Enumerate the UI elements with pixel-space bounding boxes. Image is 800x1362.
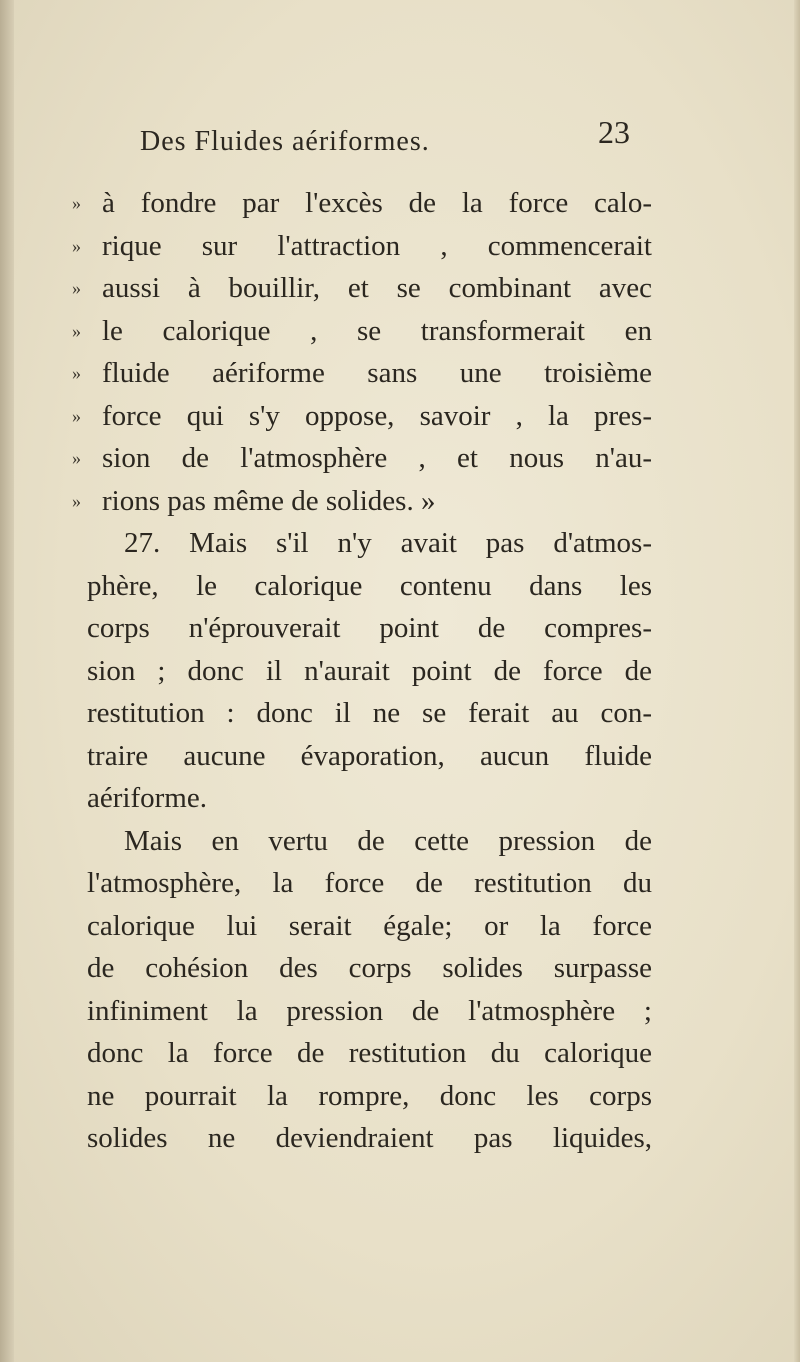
line-text: le calorique , se transformerait en (102, 314, 652, 347)
quote-mark: » (72, 278, 81, 298)
line-text: force qui s'y oppose, savoir , la pres- (102, 399, 652, 432)
text-line (72, 692, 652, 735)
line-text: phère, le calorique contenu dans les (87, 569, 652, 602)
line-text: Mais en vertu de cette pression de (124, 824, 652, 857)
line-text: infiniment la pression de l'atmosphère ; (87, 994, 652, 1027)
line-text: donc la force de restitution du calorique (87, 1037, 652, 1069)
text-line (72, 565, 652, 608)
text-line (72, 1032, 652, 1075)
text-line (72, 267, 652, 310)
quote-mark: » (72, 405, 81, 426)
quote-mark: » (72, 448, 81, 468)
quote-mark: » (72, 320, 81, 341)
line-text: rions pas même de solides. » (102, 484, 436, 517)
page-edge (794, 0, 800, 1362)
text-line (72, 182, 652, 225)
line-text: aussi à bouillir, et se combinant avec (102, 272, 652, 304)
line-text: sion de l'atmosphère , et nous n'au- (102, 442, 652, 474)
page-gutter (0, 0, 14, 1362)
text-line (72, 607, 652, 650)
text-line (72, 352, 652, 395)
text-line (72, 947, 652, 990)
page-header (140, 114, 640, 164)
text-line (72, 1117, 652, 1160)
text-line (72, 480, 652, 523)
line-text: rique sur l'attraction , commencerait (102, 229, 652, 262)
line-text: sion ; donc il n'aurait point de force de (87, 654, 652, 687)
text-line (72, 225, 652, 268)
quote-mark: » (72, 235, 81, 256)
line-text: ne pourrait la rompre, donc les corps (87, 1079, 652, 1112)
text-line (72, 735, 652, 778)
text-line (72, 777, 652, 820)
text-line (72, 395, 652, 438)
text-line (72, 820, 652, 863)
body-text (72, 182, 652, 1160)
text-line (72, 437, 652, 480)
quote-mark: » (72, 490, 81, 511)
text-line (72, 522, 652, 565)
line-text: aériforme. (87, 782, 207, 814)
line-text: solides ne deviendraient pas liquides, (87, 1122, 652, 1154)
line-text: corps n'éprouverait point de compres- (87, 612, 652, 644)
text-line (72, 310, 652, 353)
line-text: à fondre par l'excès de la force calo- (102, 187, 652, 219)
line-text: de cohésion des corps solides surpasse (87, 952, 652, 984)
page-number: 23 (598, 114, 630, 150)
line-text: traire aucune évaporation, aucun fluide (87, 739, 652, 772)
line-text: calorique lui serait égale; or la force (87, 909, 652, 942)
text-line (72, 1075, 652, 1118)
line-text: l'atmosphère, la force de restitution du (87, 867, 652, 899)
text-line (72, 650, 652, 693)
line-text: restitution : donc il ne se ferait au con- (87, 697, 652, 729)
text-line (72, 905, 652, 948)
line-text: fluide aériforme sans une troisième (102, 357, 652, 389)
line-text: 27. Mais s'il n'y avait pas d'atmos- (124, 527, 652, 559)
text-line (72, 862, 652, 905)
running-head: Des Fluides aériformes. (140, 126, 430, 157)
quote-mark: » (72, 363, 81, 383)
text-line (72, 990, 652, 1033)
quote-mark: » (72, 193, 81, 213)
